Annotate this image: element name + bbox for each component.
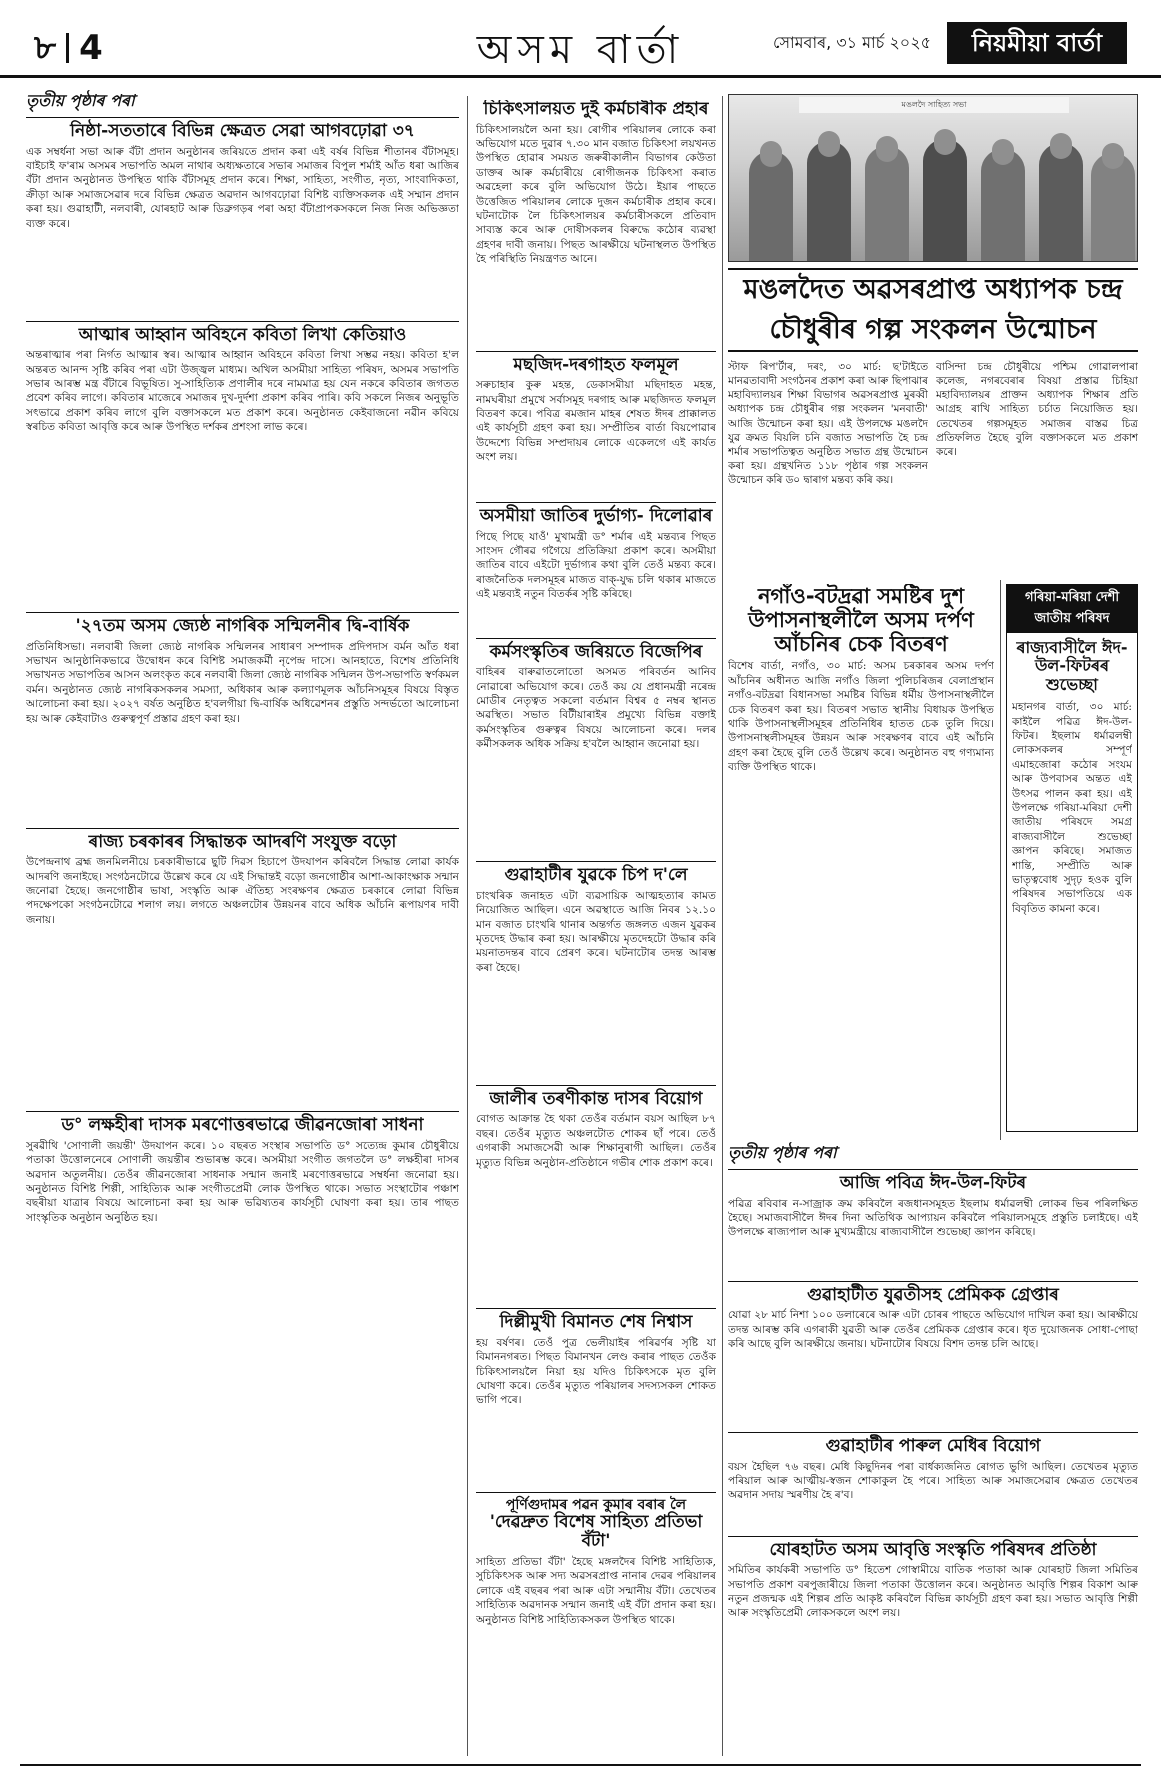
person-figure bbox=[923, 139, 967, 261]
headline: গুৱাহাটীৰ যুৱকে চিপ দ'লে bbox=[504, 865, 688, 886]
person-figure bbox=[749, 151, 793, 261]
sidebar-headline: ৰাজ্যবাসীলৈ ঈদ-উল-ফিটৰৰ শুভেচ্ছা bbox=[1016, 638, 1128, 694]
person-figure bbox=[1039, 143, 1083, 261]
headline: জালীৰ তৰণীকান্ত দাসৰ বিয়োগ bbox=[489, 1088, 703, 1109]
article-body: অন্তৰাত্মাৰ পৰা নিৰ্গত আত্মাৰ স্বৰ। আত্মাৰ আহ্বান অবিহনে কবিতা লিখা সম্ভৱ নহয়। কবিতা হ'ল অন্তৰত আনন্দ সৃষ্টি কৰিব পৰা এটা উজ্জ্বল মাধ্যম। অখিল অসমীয়া সাহিত্য পৰিষদ, অসমৰ সভাপতি সভাৰ আৰম্ভ মন্ত্ৰ বঁটাৰে বিভূষিত। সু-সাহিত্যিক প্ৰণালীৰ দৰে নামমাত্ৰ হয় যেন নকৰে কবিতাৰ জগতত প্ৰবেশ কৰিব লাগে। কবিতাৰ মাজেৰে সমাজৰ দুখ-দুৰ্দশা প্ৰকাশ কৰিব পাৰি। কবি সকলে নিজৰ অনুভূতি সৎভাৱে প্ৰকাশ কৰিব লাগে বুলি বক্তাসকলে মত প্ৰকাশ কৰে। অনুষ্ঠানত কেইবাজনো নৱীন কবিয়ে স্বৰচিত কবিতা আবৃত্তি কৰে আৰু উপস্থিত দৰ্শকৰ প্ৰশংসা লাভ কৰে। bbox=[26, 349, 459, 434]
article-body: বাহিৰৰ বাৰুৱাতলোতো অসমত পৰিবৰ্তন আনিব নোৱাৰো অভিযোগ কৰে। তেওঁ কয় যে প্ৰধানমন্ত্ৰী নৰেন্দ্ৰ মোডীৰ নেতৃত্বত সকলো বৰ্তমান বিশ্বৰ ৫ নম্বৰ স্থানত অৱস্থিত। সভাত বিটীয়াৰাইৰ প্ৰমুখ্যে বিভিন্ন বক্তাই কৰ্মসংস্কৃতিৰ গুৰুত্বৰ বিষয়ে আলোচনা কৰে। দলৰ কৰ্মীসকলক অধিক সক্ৰিয় হ'বলৈ আহ্বান জনোৱা হয়। bbox=[476, 666, 716, 751]
person-figure bbox=[807, 141, 851, 261]
headline: নগাঁও-বটদ্ৰৱা সমষ্টিৰ দুশ উপাসনাস্থলীলৈ অসম দৰ্পণ আঁচনিৰ চেক বিতৰণ bbox=[748, 584, 974, 657]
article-body: বিশেষ বাৰ্তা, নগাঁও, ৩০ মাৰ্চ: অসম চৰকাৰৰ অসম দৰ্পণ আঁচনিৰ অধীনত আজি নগাঁও জিলা পুলিচৰিজৰ বেলাপ্ৰস্থান নগাঁও-বটদ্ৰৱা বিধানসভা সমষ্টিৰ বিভিন্ন ধৰ্মীয় উপাসনাস্থলীলৈ চেক বিতৰণ কৰা হয়। বিতৰণ সভাত স্থানীয় বিধায়ক উপস্থিত থাকি উপাসনাস্থলীসমূহৰ প্ৰতিনিধিৰ হাতত চেক তুলি দিয়ে। উপাসনাস্থলীসমূহৰ উন্নয়ন আৰু সংৰক্ষণৰ বাবে এই আঁচনি গ্ৰহণ কৰা হৈছে বুলি তেওঁ উল্লেখ কৰে। অনুষ্ঠানত বহু গণ্যমান্য ব্যক্তি উপস্থিত থাকে। bbox=[728, 660, 994, 774]
column-middle bbox=[476, 100, 716, 1760]
sidebar-tag: গৰিয়া-মৰিয়া দেশী জাতীয় পৰিষদ bbox=[1007, 585, 1137, 633]
column-divider bbox=[467, 96, 468, 1756]
person-figure bbox=[981, 149, 1025, 261]
dateline: সোমবাৰ, ৩১ মাৰ্চ ২০২৫ bbox=[772, 33, 931, 52]
brand-logo: নিয়মীয়া বাৰ্তা bbox=[947, 22, 1127, 64]
person-head bbox=[992, 139, 1014, 165]
person-head bbox=[934, 129, 956, 155]
column-divider bbox=[1000, 580, 1001, 1140]
person-head bbox=[760, 141, 782, 167]
continued-kicker: তৃতীয় পৃষ্ঠাৰ পৰা bbox=[728, 1140, 1138, 1170]
headline: চিকিৎসালয়ত দুই কৰ্মচাৰীক প্ৰহাৰ bbox=[483, 100, 709, 119]
article-body: পৱিত্ৰ ৰবিবাৰ ন-সাজ্ৰাক ক্ৰম কৰিবলৈ ৰজধানসমূহত ইছলাম ধৰ্মাৱলম্বী লোকৰ ভিৰ পৰিলক্ষিত হৈছে। সমাজবাসীলৈ ঈদৰ দিনা অতিথিক আপ্যায়ন কৰিবলৈ পৰিয়ালসমূহে প্ৰস্তুতি চলাইছে। এই উপলক্ষে ৰাজ্যপাল আৰু মুখ্যমন্ত্ৰীয়ে ৰাজ্যবাসীলৈ শুভেচ্ছা জ্ঞাপন কৰিছে। bbox=[728, 1197, 1138, 1239]
article-body: সাহিত্য প্ৰতিভা বঁটা' হৈছে মঙ্গলদৈৰ বিশিষ্ট সাহিত্যিক, সুচিকিৎসক আৰু সদ্য অৱসৰপ্ৰাপ্ত নানাৰ দেৱৰ পৰিয়ালৰ লোকে এই বছৰৰ পৰা আৰু এটা সন্মানীয় বঁটা। তেখেতৰ সাহিত্যিক অৱদানক সন্মান জনাই এই বঁটা প্ৰদান কৰা হয়। অনুষ্ঠানত বিশিষ্ট সাহিত্যিকসকল উপস্থিত থাকে। bbox=[476, 1556, 716, 1626]
column-divider bbox=[722, 96, 723, 1756]
headline: '২৭তম অসম জ্যেষ্ঠ নাগৰিক সন্মিলনীৰ দ্বি-বাৰ্ষিক bbox=[75, 616, 410, 637]
article-body: সমিতিৰ কাৰ্যকৰী সভাপতি ড° হিতেশ গোস্বামীয়ে বাতিক পতাকা আৰু যোৰহাট জিলা সমিতিৰ সভাপতি প্ৰকাশ বৰপুজাৰীয়ে জিলা পতাকা উত্তোলন কৰে। অনুষ্ঠানত আবৃত্তি শিল্পৰ বিকাশ আৰু নতুন প্ৰজন্মক এই শিল্পৰ প্ৰতি আকৃষ্ট কৰিবলৈ বিভিন্ন কাৰ্যসূচী গ্ৰহণ কৰা হয়। সভাত আবৃত্তি শিল্পী আৰু সংস্কৃতিপ্ৰেমী লোকসকলে অংশ লয়। bbox=[728, 1564, 1138, 1620]
headline: নিষ্ঠা-সততাৰে বিভিন্ন ক্ষেত্ৰত সেৱা আগবঢ়োৱা ৩৭ bbox=[70, 121, 415, 141]
person-head bbox=[1050, 133, 1072, 159]
article-body: প্ৰতিনিধিসভা। নলবাৰী জিলা জ্যেষ্ঠ নাগৰিক সন্মিলনৰ সাধাৰণ সম্পাদক প্ৰদিপদাস বৰ্মন আঁত ধৰা সভাখন আনুষ্ঠানিকভাৱে উদ্বোধন কৰে বিশিষ্ট সমাজকৰ্মী নৃপেন্দ্ৰ দাসে। আনহাতে, বিশেষ প্ৰতিনিধি সভাখনত সভাপতিৰ আসন অলংকৃত কৰে নলবাৰী জিলা জ্যেষ্ঠ নাগৰিক সন্মিলন উপ-সভাপতি স্বৰ্ণকমল বৰ্মন। অনুষ্ঠানত জ্যেষ্ঠ নাগৰিকসকলৰ সমস্যা, অধিকাৰ আৰু কল্যাণমূলক আঁচনিসমূহৰ বিষয়ে বিস্তৃত আলোচনা কৰা হয়। ২০২৭ বৰ্ষত অনুষ্ঠিত হ'বলগীয়া দ্বি-বাৰ্ষিক অধিৱেশনৰ প্ৰস্তুতি সন্দৰ্ভতো আলোচনা হয় আৰু কেইবাটাও গুৰুত্বপূৰ্ণ প্ৰস্তাৱ গ্ৰহণ কৰা হয়। bbox=[26, 640, 459, 725]
headline: যোৰহাটত অসম আবৃত্তি সংস্কৃতি পৰিষদৰ প্ৰতিষ্ঠা bbox=[769, 1539, 1097, 1560]
headline: ড° লক্ষহীৰা দাসক মৰণোত্তৰভাৱে জীৱনজোৰা সাধনা bbox=[61, 1115, 424, 1136]
article-body: বয়স হৈছিল ৭৬ বছৰ। মেধি কিছুদিনৰ পৰা বাৰ্ধক্যজনিত ৰোগত ভুগি আছিল। তেখেতৰ মৃত্যুত পৰিয়াল আৰু আত্মীয়-স্বজন শোকাকুল হৈ পৰে। সাহিত্য আৰু সমাজসেৱাৰ ক্ষেত্ৰত তেখেতৰ অৱদান সদায় স্মৰণীয় হৈ ৰ'ব। bbox=[728, 1460, 1138, 1502]
article-body: সুৰৱীথি 'সোণালী জয়ন্তী' উদযাপন কৰে। ১০ বছৰত সংস্থাৰ সভাপতি ড° সত্যেন্দ্ৰ কুমাৰ চৌধুৰীয়ে পতাকা উত্তোলনেৰে সোণালী জয়ন্তীৰ শুভাৰম্ভ কৰে। অসমীয়া সংগীত জগতলৈ ড° লক্ষহীৰা দাসৰ অৱদান অতুলনীয়। তেওঁৰ জীৱনজোৰা সাধনাক সন্মান জনাই মৰণোত্তৰভাৱে সম্বৰ্ধনা জনোৱা হয়। অনুষ্ঠানত বিশিষ্ট শিল্পী, সাহিত্যিক আৰু সংগীতপ্ৰেমী লোক উপস্থিত থাকে। সভাত সংস্থাটোৰ পঞ্চাশ বছৰীয়া যাত্ৰাৰ বিষয়ে আলোচনা কৰা হয় আৰু ভৱিষ্যতৰ কাৰ্যসূচী ঘোষণা কৰা হয়। তাৰ পাছত সাংস্কৃতিক অনুষ্ঠান অনুষ্ঠিত হয়। bbox=[26, 1139, 459, 1224]
article-body: চিকিৎসালয়লৈ অনা হয়। ৰোগীৰ পৰিয়ালৰ লোকে কৰা অভিযোগ মতে দুৱাৰ ৭.৩০ মান বজাত চিকিৎসা লয়খনত উপস্থিত হোৱাৰ সময়ত জৰুৰীকালীন বিভাগৰ কেউতা ডাক্তৰ আৰু কৰ্মচাৰীয়ে ৰোগীজনক চিকিৎসা কৰাত অৱহেলা কৰে বুলি অভিযোগ উঠে। ইয়াৰ পাছতে উত্তেজিত পৰিয়ালৰ লোকে দুজন কৰ্মচাৰীক প্ৰহাৰ কৰে। ঘটনাটোক লৈ চিকিৎসালয়ৰ কৰ্মচাৰীসকলে প্ৰতিবাদ সাব্যস্ত কৰে আৰু দোষীসকলৰ বিৰুদ্ধে কঠোৰ ব্যৱস্থা গ্ৰহণৰ দাবী জনায়। পিছত আৰক্ষীয়ে ঘটনাস্থলত উপস্থিত হৈ পৰিস্থিতি নিয়ন্ত্ৰণত আনে। bbox=[476, 123, 716, 266]
article-body: এক সম্বৰ্ধনা সভা আৰু বঁটা প্ৰদান অনুষ্ঠানৰ জৰিয়তে প্ৰদান কৰা এই বৰ্ষৰ বিভিন্ন শীতানৰ বঁটাসমূহ। বাইচাই ফ'ৰাম অসমৰ সভাপতি অমল নাথাৰ অধ্যক্ষতাৰে সভাৰ সমাজৰ বিপুল শৰ্মাই আঁত ধৰা আজিৰ বঁটা প্ৰদান অনুষ্ঠানত উপস্থিত থাকি বঁটাসমূহ প্ৰদান কৰে। শিক্ষা, সাহিত্য, সংগীত, নৃত্য, সাংবাদিকতা, ক্ৰীড়া আৰু সমাজসেৱাৰ দৰে বিভিন্ন ক্ষেত্ৰত অৱদান আগবঢ়োৱা বিশিষ্ট ব্যক্তিসকলক এই সম্মান প্ৰদান কৰা হয়। গুৱাহাটী, নলবাৰী, যোৰহাট আৰু ডিব্ৰুগড়ৰ পৰা অহা বঁটাপ্ৰাপকসকলে নিজ নিজ অভিজ্ঞতা ব্যক্ত কৰে। bbox=[26, 145, 459, 230]
headline: আজি পবিত্ৰ ঈদ-উল-ফিটৰ bbox=[839, 1173, 1027, 1193]
feature-headline: মঙলদৈত অৱসৰপ্ৰাপ্ত অধ্যাপক চন্দ্ৰ চৌধুৰীৰ গল্প সংকলন উন্মোচন bbox=[728, 268, 1138, 352]
headline: কৰ্মসংস্কৃতিৰ জৰিয়তে বিজেপিৰ bbox=[489, 641, 703, 662]
article-body: যোৱা ২৮ মাৰ্চ নিশা ১০০ ডলাৰেৰে আৰু এটা চোৰৰ পাছতে অভিযোগ দাখিল কৰা হয়। আৰক্ষীয়ে তদন্ত আৰম্ভ কৰি এগৰাকী যুৱতী আৰু তেওঁৰ প্ৰেমিকক গ্ৰেপ্তাৰ কৰে। ধৃত দুয়োজনক সোধা-পোছা কৰি আছে বুলি আৰক্ষীয়ে জনায়। ঘটনাটোৰ বিষয়ে বিশদ তদন্ত চলি আছে। bbox=[728, 1309, 1138, 1350]
headline: গুৱাহাটীত যুৱতীসহ প্ৰেমিকক গ্ৰেপ্তাৰ bbox=[807, 1284, 1059, 1305]
headline: মছজিদ-দৰগাহত ফলমূল bbox=[513, 354, 679, 375]
sidebar-box bbox=[1006, 584, 1138, 1132]
article-body: হয় বৰ্ষণৰ। তেওঁ পুত্ৰ ভেলীয়াইৰ পৰিৱৰ্ণৰ সৃষ্টি যা বিমাননগৰত। পিছত বিমানখন লেণ্ড কৰাৰ পাছত তেওঁক চিকিৎসালয়লৈ নিয়া হয় যদিও চিকিৎসকে মৃত বুলি ঘোষণা কৰে। তেওঁৰ মৃত্যুত পৰিয়ালৰ সদস্যসকল শোকত ভাগি পৰে। bbox=[476, 1336, 716, 1407]
headline: গুৱাহাটীৰ পাৰুল মেধিৰ বিয়োগ bbox=[825, 1436, 1041, 1457]
person-figure bbox=[865, 146, 909, 261]
feature-body-left: স্টাফ ৰিপ'ৰ্টাৰ, দৰং, ৩০ মাৰ্চ: ছ'টাইতে মানৱতাবাদী সংগঠনৰ প্ৰকাশ কৰা আৰু ছিপাঝাৰ মহাবিদ্যালয়ৰ শিক্ষা বিভাগৰ অৱসৰপ্ৰাপ্ত মুৰব্বী অধ্যাপক চন্দ্ৰ চৌধুৰীৰ গল্প সংকলন 'মনবাতী' আজি উন্মোচন কৰা হয়। এই উপলক্ষে মঙলদৈ যুৱ ক্ৰমত বিয়লি চনি বজাত সভাপতি হৈ চন্দ্ৰ শৰ্মাৰ সভাপতিত্বত অনুষ্ঠিত সভাত গ্ৰন্থ উন্মোচন কৰা হয়। গ্ৰন্থখনিত ১১৮ পৃষ্ঠাৰ গল্প সংকলন উন্মোচন কৰি ড০ দ্বাৰাগ মন্তব্য কৰি কয়। bbox=[728, 361, 928, 487]
person-head bbox=[876, 136, 898, 162]
photo-banner: মঙলদৈ সাহিত্য সভা bbox=[799, 97, 1069, 113]
sidebar-body: মহানগৰ বাৰ্তা, ৩০ মাৰ্চ: কাইলৈ পৱিত্ৰ ঈদ-উল-ফিটৰ। ইছলাম ধৰ্মাৱলম্বী লোকসকলৰ সম্পূৰ্ণ এমাহজোৰা কঠোৰ সংযম আৰু উপবাসৰ অন্তত এই উৎসৱ পালন কৰা হয়। এই উপলক্ষে গৰিয়া-মৰিয়া দেশী জাতীয় পৰিষদে সমগ্ৰ ৰাজ্যবাসীলৈ শুভেচ্ছা জ্ঞাপন কৰিছে। সমাজত শান্তি, সম্প্ৰীতি আৰু ভাতৃত্ববোধ সুদৃঢ় হওক বুলি পৰিষদৰ সভাপতিয়ে এক বিবৃতিত কামনা কৰে। bbox=[1012, 701, 1132, 915]
person-figure bbox=[1091, 153, 1135, 261]
feature-body-right: বাসিন্দা চন্দ্ৰ চৌধুৰীয়ে পশ্চিম গোৱালপাৰা কলেজ, নগৰবেৰাৰ বিষয়া প্ৰস্তাৱ চিহিয়া মহাবিদ্যালয়ৰ প্ৰাক্তন অধ্যাপক শিক্ষাৰ প্ৰতি আগ্ৰহ ৰাখি সাহিত্য চৰ্চাত নিয়োজিত হয়। তেখেতৰ গল্পসমূহত সমাজৰ বাস্তৱ চিত্ৰ প্ৰতিফলিত হৈছে বুলি বক্তাসকলে মত প্ৰকাশ কৰে। bbox=[936, 361, 1138, 458]
continued-kicker: তৃতীয় পৃষ্ঠাৰ পৰা bbox=[26, 88, 459, 118]
headline: অসমীয়া জাতিৰ দুৰ্ভাগ্য- দিলোৱাৰ bbox=[479, 506, 713, 527]
feature-photo bbox=[728, 94, 1138, 262]
article-body: চাংখৰিক জনাহত এটা ব্যৱসায়িক আত্মহত্যাৰ কামত নিয়োজিত আছিল। এনে অৱস্থাতে আজি নিবৰ ১২.১০ মান বজাত চাংখৰি থানাৰ অন্তৰ্গত জঙ্গলত এজন যুৱকৰ মৃতদেহ উদ্ধাৰ কৰা হয়। আৰক্ষীয়ে মৃতদেহটো উদ্ধাৰ কৰি ময়নাতদন্তৰ বাবে প্ৰেৰণ কৰে। ঘটনাটোৰ তদন্ত আৰম্ভ কৰা হৈছে। bbox=[476, 889, 716, 974]
column-right-lower bbox=[728, 1140, 1138, 1760]
headline: 'দেৱদ্ৰুত বিশেষ সাহিত্য প্ৰতিভা বঁটা' bbox=[489, 1511, 703, 1552]
sub-headline: পূৰ্ণিগুদামৰ পৱন কুমাৰ বৰাৰ লৈ bbox=[505, 1496, 687, 1513]
headline: আত্মাৰ আহ্বান অবিহনে কবিতা লিখা কেতিয়াও bbox=[78, 324, 407, 345]
person-head bbox=[1102, 143, 1124, 169]
column-left bbox=[26, 88, 459, 1760]
footer-rule bbox=[20, 1764, 1141, 1766]
headline: দিল্লীমুখী বিমানত শেষ নিশ্বাস bbox=[499, 1312, 693, 1333]
headline: ৰাজ্য চৰকাৰৰ সিদ্ধান্তক আদৰণি সংযুক্ত বড়ো bbox=[88, 831, 397, 852]
person-head bbox=[818, 131, 840, 157]
masthead bbox=[0, 0, 1161, 78]
paper-title: অসম বাৰ্তা bbox=[476, 27, 685, 73]
article-body: বোগত আক্ৰান্ত হৈ থকা তেওঁৰ বৰ্তমান বয়স আছিল ৮৭ বছৰ। তেওঁৰ মৃত্যুত অঞ্চলটোত শোকৰ ছাঁ পৰে। তেওঁ এগৰাকী সমাজসেৱী আৰু শিক্ষানুৰাগী আছিল। তেওঁৰ মৃত্যুত বিভিন্ন অনুষ্ঠান-প্ৰতিষ্ঠানে গভীৰ শোক প্ৰকাশ কৰে। bbox=[476, 1113, 716, 1169]
column-right-upper bbox=[728, 584, 994, 1132]
article-body: পিছে পিছে যাওঁ' মুখামন্ত্ৰী ড° শৰ্মাৰ এই মন্তব্যৰ পিছত সাংসদ গৌৰৱ গগৈয়ে প্ৰতিক্ৰিয়া প্ৰকাশ কৰে। অসমীয়া জাতিৰ বাবে এইটো দুৰ্ভাগ্যৰ কথা বুলি তেওঁ মন্তব্য কৰে। ৰাজনৈতিক দলসমূহৰ মাজত বাক্-যুদ্ধ চলি থকাৰ মাজতে এই মন্তব্যই নতুন বিতৰ্কৰ সৃষ্টি কৰিছে। bbox=[476, 530, 716, 601]
article-body: সৰুচাহাৰ কুৰু মহন্ত, ডেকাসমীয়া মছিদাহত মহন্ত, নামঘৰীয়া প্ৰমুখে সৰ্বাসমূহ দৰগাহ আৰু মছজিদত ফলমূল বিতৰণ কৰে। পবিত্ৰ ৰমজান মাহৰ শেষত ঈদৰ প্ৰাক্কালত এই কাৰ্যসূচী গ্ৰহণ কৰা হয়। সম্প্ৰীতিৰ বাৰ্তা বিয়পোৱাৰ উদ্দেশ্যে বিভিন্ন সম্প্ৰদায়ৰ লোকে একেলগে এই কাৰ্যত অংশ লয়। bbox=[476, 379, 716, 464]
page-number: ৮ 4 bbox=[34, 28, 103, 68]
article-body: উপেন্দ্ৰনাথ ব্ৰহ্ম জনমিলনীয়ে চৰকাৰীভাৱে ছুটি দিৱস হিচাপে উদযাপন কৰিবলৈ সিদ্ধান্ত লোৱা কাৰ্যক আদৰণি জনাইছে। সংগঠনটোৱে উল্লেখ কৰে যে এই সিদ্ধান্তই বড়ো জনগোষ্ঠীৰ আশা-আকাংক্ষাক সন্মান জনোৱা হৈছে। জনগোষ্ঠীৰ ভাষা, সংস্কৃতি আৰু ঐতিহ্য সংৰক্ষণৰ ক্ষেত্ৰত চৰকাৰে লোৱা বিভিন্ন পদক্ষেপকো সংগঠনটোৱে শলাগ লয়। লগতে অঞ্চলটোৰ উন্নয়নৰ বাবে অধিক আঁচনি ৰূপায়ণৰ দাবী জনায়। bbox=[26, 856, 459, 926]
